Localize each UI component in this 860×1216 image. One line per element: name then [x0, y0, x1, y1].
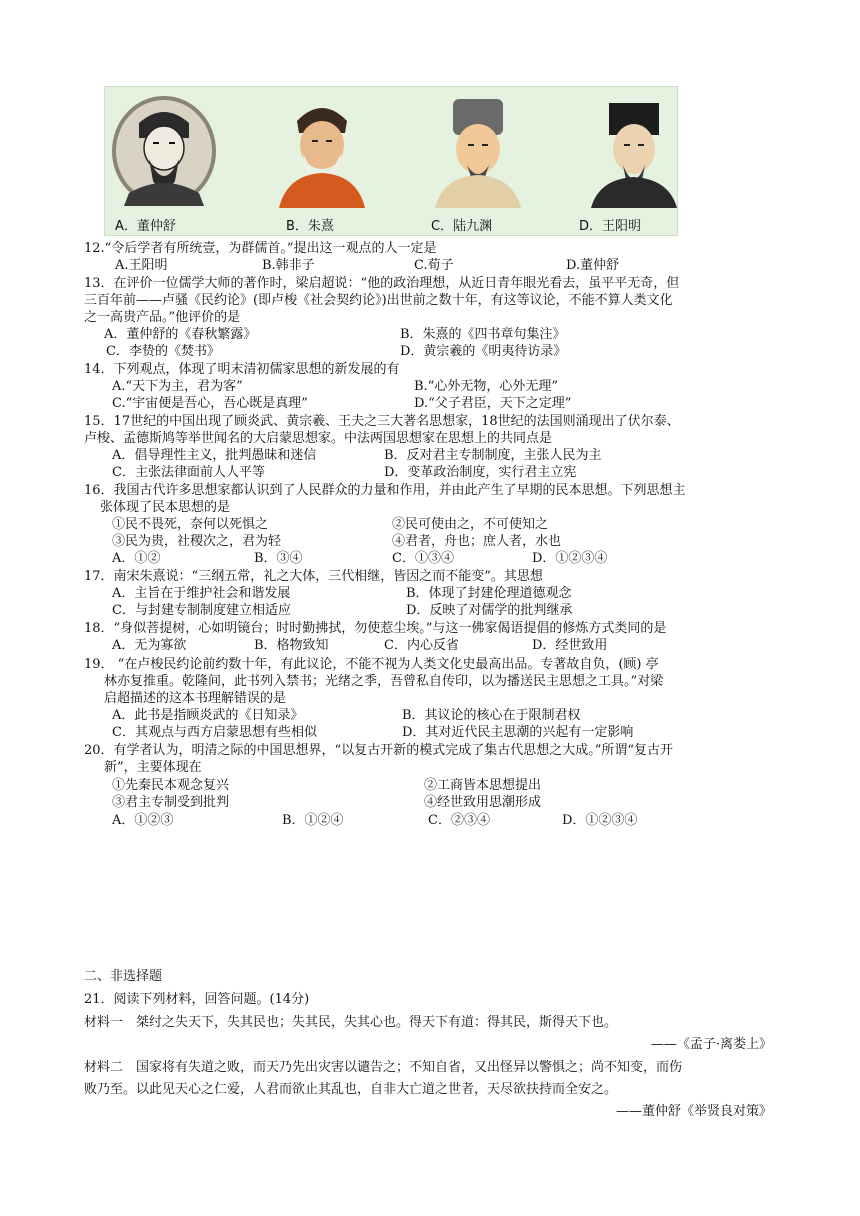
- q13-stem-line-2: 三百年前——卢骚《民约论》(即卢梭《社会契约论》)出世前之数十年，有这等议论，不能不算人类文化: [84, 293, 673, 308]
- q12-option-c: C.荀子: [414, 258, 454, 273]
- q15-stem-line-2: 卢梭、孟德斯鸠等举世闻名的大启蒙思想家。中法两国思想家在思想上的共同点是: [84, 431, 553, 446]
- caption-c: C．陆九渊: [431, 219, 493, 234]
- q20-stem-line-1: 20．有学者认为，明清之际的中国思想界，“以复古开新的模式完成了集古代思想之大成。”所谓“复古开: [84, 743, 673, 758]
- q16-stem-line-1: 16．我国古代许多思想家都认识到了人民群众的力量和作用，并由此产生了早期的民本思想。下列思想主: [84, 483, 686, 498]
- portrait-figure: [104, 86, 678, 236]
- q20-item-2: ②工商皆本思想提出: [424, 778, 542, 793]
- q16-item-1: ①民不畏死，奈何以死惧之: [112, 517, 269, 532]
- q17-stem: 17．南宋朱熹说：“三纲五常，礼之大体，三代相继，皆因之而不能变”。其思想: [84, 569, 543, 584]
- q15-stem-line-1: 15．17世纪的中国出现了顾炎武、黄宗羲、王夫之三大著名思想家，18世纪的法国则涌现出了伏尔泰、: [84, 414, 680, 429]
- q19-option-b: B．其议论的核心在于限制君权: [402, 708, 581, 723]
- wang-yangming-portrait: [579, 93, 689, 208]
- q21-stem: 21．阅读下列材料，回答问题。(14分): [84, 992, 310, 1007]
- q16-item-4: ④君者，舟也；庶人者，水也: [392, 534, 562, 549]
- q18-option-a: A．无为寡欲: [112, 638, 187, 653]
- q20-stem-line-2: 新”，主要体现在: [104, 760, 202, 775]
- q16-option-c: C．①③④: [392, 551, 454, 566]
- caption-b: B．朱熹: [286, 219, 334, 234]
- q19-option-c: C．其观点与西方启蒙思想有些相似: [112, 725, 317, 740]
- q14-option-d: D.“父子君臣，天下之定理”: [414, 396, 572, 411]
- q13-option-a: A．董仲舒的《春秋繁露》: [104, 327, 257, 342]
- q18-option-c: C．内心反省: [384, 638, 459, 653]
- q17-option-b: B．体现了封建伦理道德观念: [406, 586, 572, 601]
- material-2-line-2: 败乃至。以此见天心之仁爱，人君而欲止其乱也，自非大亡道之世者，天尽欲扶持而全安之。: [84, 1082, 618, 1097]
- zhu-xi-portrait: [267, 93, 377, 208]
- q12-option-b: B.韩非子: [262, 258, 315, 273]
- q16-item-3: ③民为贵，社稷次之，君为轻: [112, 534, 282, 549]
- q20-option-a: A．①②③: [112, 813, 174, 828]
- q14-stem: 14．下列观点，体现了明末清初儒家思想的新发展的有: [84, 362, 400, 377]
- caption-d: D．王阳明: [579, 219, 642, 234]
- material-2-source: ——董仲舒《举贤良对策》: [615, 1104, 772, 1119]
- q18-option-d: D．经世致用: [532, 638, 608, 653]
- lu-jiuyuan-portrait: [423, 93, 533, 208]
- caption-a: A．董仲舒: [115, 219, 176, 234]
- q15-option-d: D．变革政治制度，实行君主立宪: [384, 465, 577, 480]
- q19-stem-line-3: 启超描述的这本书理解错误的是: [104, 691, 287, 706]
- q18-stem: 18．“身似菩提树，心如明镜台；时时勤拂拭，勿使惹尘埃。”与这一佛家偈语提倡的修炼方式类同的是: [84, 621, 667, 636]
- q14-option-c: C.“宇宙便是吾心，吾心既是真理”: [112, 396, 308, 411]
- q12-option-d: D.董仲舒: [566, 258, 620, 273]
- q17-option-a: A．主旨在于维护社会和谐发展: [112, 586, 291, 601]
- q16-option-b: B．③④: [254, 551, 303, 566]
- q20-option-c: C．②③④: [428, 813, 490, 828]
- q16-stem-line-2: 张体现了民本思想的是: [100, 500, 231, 515]
- q15-option-b: B．反对君主专制制度，主张人民为主: [384, 448, 602, 463]
- q16-option-a: A．①②: [112, 551, 161, 566]
- q12-stem: 12.“令后学者有所统壹，为群儒首。”提出这一观点的人一定是: [84, 241, 437, 256]
- q14-option-b: B.“心外无物，心外无理”: [414, 379, 558, 394]
- q12-option-a: A.王阳明: [115, 258, 168, 273]
- q13-option-d: D．黄宗羲的《明夷待访录》: [400, 344, 567, 359]
- q18-option-b: B．格物致知: [254, 638, 329, 653]
- q16-item-2: ②民可使由之，不可使知之: [392, 517, 549, 532]
- q17-option-c: C．与封建专制制度建立相适应: [112, 603, 291, 618]
- q20-option-d: D．①②③④: [562, 813, 638, 828]
- q20-item-4: ④经世致用思潮形成: [424, 795, 542, 810]
- q13-stem-line-3: 之一高贵产品。”他评价的是: [84, 310, 241, 325]
- material-1-source: ——《孟子·离娄上》: [650, 1037, 772, 1052]
- q20-item-3: ③君主专制受到批判: [112, 795, 230, 810]
- q20-option-b: B．①②④: [282, 813, 344, 828]
- q19-stem-line-1: 19． “在卢梭民约论前约数十年，有此议论，不能不视为人类文化史最高出品。专著故自负，(顾) 亭: [84, 657, 659, 672]
- q19-option-d: D．其对近代民主思潮的兴起有一定影响: [402, 725, 634, 740]
- q13-option-b: B．朱熹的《四书章句集注》: [400, 327, 566, 342]
- q20-item-1: ①先秦民本观念复兴: [112, 778, 230, 793]
- section-heading: 二、非选择题: [84, 969, 163, 984]
- q17-option-d: D．反映了对儒学的批判继承: [406, 603, 573, 618]
- q13-option-c: C．李贽的《焚书》: [106, 344, 220, 359]
- material-2-line-1: 材料二 国家将有失道之败，而天乃先出灾害以谴告之；不知自省，又出怪异以警惧之；尚不知变，而伤: [84, 1060, 683, 1075]
- q15-option-c: C．主张法律面前人人平等: [112, 465, 265, 480]
- q13-stem-line-1: 13．在评价一位儒学大师的著作时，梁启超说：“他的政治理想，从近日青年眼光看去，虽平平无奇，但: [84, 276, 680, 291]
- dong-zhongshu-portrait: [109, 93, 219, 208]
- q14-option-a: A.“天下为主，君为客”: [112, 379, 243, 394]
- q19-option-a: A．此书是指顾炎武的《日知录》: [112, 708, 304, 723]
- q16-option-d: D．①②③④: [532, 551, 608, 566]
- material-1-text: 材料一 桀纣之失天下，失其民也；失其民，失其心也。得天下有道：得其民，斯得天下也。: [84, 1015, 618, 1030]
- q19-stem-line-2: 林亦复推重。乾隆间，此书列入禁书；光绪之季，吾曾私自传印，以为播送民主思想之工具。”对梁: [104, 674, 664, 689]
- q15-option-a: A．倡导理性主义，批判愚昧和迷信: [112, 448, 317, 463]
